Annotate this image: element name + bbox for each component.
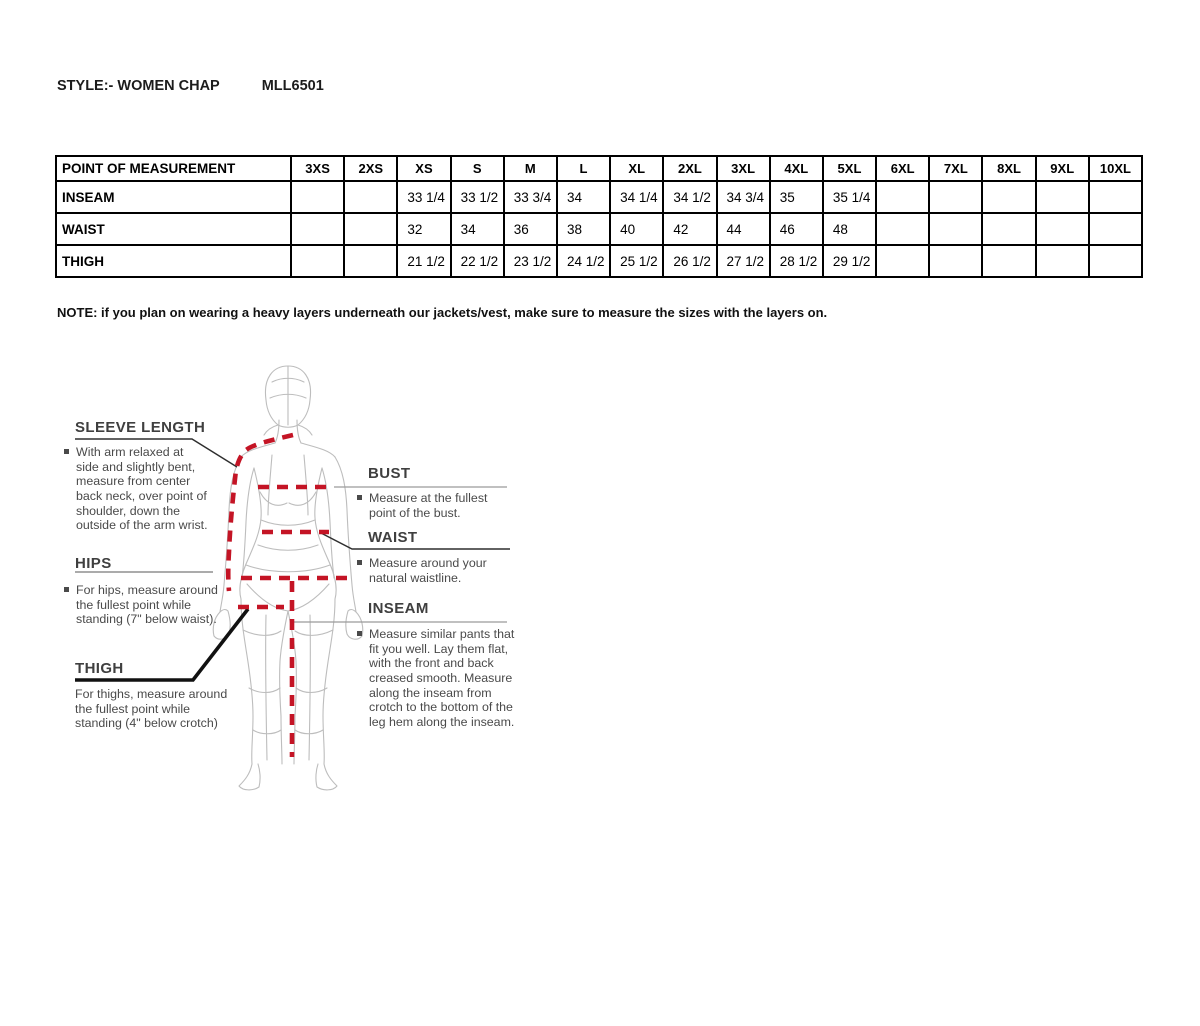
- size-value-cell: [1036, 181, 1089, 213]
- size-value-cell: [929, 181, 982, 213]
- size-value-cell: 24 1/2: [557, 245, 610, 277]
- size-value-cell: [344, 181, 397, 213]
- table-row: [56, 181, 1142, 213]
- size-value-cell: 42: [663, 213, 716, 245]
- column-header-point-of-measurement: POINT OF MEASUREMENT: [56, 156, 291, 181]
- size-value-cell: 48: [823, 213, 876, 245]
- guide-text-hips: For hips, measure around the fullest point while standing (7" below waist).: [76, 583, 224, 627]
- size-value-cell: 33 1/2: [451, 181, 504, 213]
- size-value-cell: 40: [610, 213, 663, 245]
- size-value-cell: 33 1/4: [397, 181, 450, 213]
- bullet-icon: [357, 495, 362, 500]
- column-header-size: 9XL: [1036, 156, 1089, 181]
- size-value-cell: 32: [397, 213, 450, 245]
- size-value-cell: 46: [770, 213, 823, 245]
- size-value-cell: [876, 181, 929, 213]
- size-value-cell: [291, 181, 344, 213]
- size-value-cell: [982, 245, 1035, 277]
- bullet-icon: [64, 587, 69, 592]
- guide-text-inseam: Measure similar pants that fit you well. Lay them flat, with the front and back creased smooth. Measure along the inseam from crotch to the bottom of the leg hem along the inseam.: [369, 627, 527, 729]
- size-value-cell: 21 1/2: [397, 245, 450, 277]
- size-value-cell: [1036, 245, 1089, 277]
- size-value-cell: [929, 245, 982, 277]
- size-value-cell: [344, 213, 397, 245]
- column-header-size: 6XL: [876, 156, 929, 181]
- column-header-size: 2XL: [663, 156, 716, 181]
- table-header-row: [56, 156, 1142, 181]
- note-text: NOTE: if you plan on wearing a heavy layers underneath our jackets/vest, make sure to measure the sizes with the layers on.: [57, 305, 828, 320]
- guide-heading-sleeve-length: SLEEVE LENGTH: [75, 419, 206, 436]
- size-value-cell: 27 1/2: [717, 245, 770, 277]
- column-header-size: 7XL: [929, 156, 982, 181]
- table-row: [56, 213, 1142, 245]
- size-value-cell: 34: [557, 181, 610, 213]
- size-chart-table: [55, 155, 1143, 278]
- column-header-size: 2XS: [344, 156, 397, 181]
- column-header-size: M: [504, 156, 557, 181]
- bullet-icon: [357, 560, 362, 565]
- column-header-size: 3XS: [291, 156, 344, 181]
- size-value-cell: [1089, 181, 1142, 213]
- size-value-cell: 34: [451, 213, 504, 245]
- size-value-cell: [1036, 213, 1089, 245]
- size-value-cell: [344, 245, 397, 277]
- style-label: STYLE:- WOMEN CHAP: [57, 77, 220, 94]
- guide-heading-waist: WAIST: [368, 529, 418, 546]
- size-value-cell: [876, 245, 929, 277]
- guide-text-sleeve-length: With arm relaxed at side and slightly bent, measure from center back neck, over point of shoulder, down the outside of the arm wrist.: [76, 445, 208, 533]
- size-value-cell: 26 1/2: [663, 245, 716, 277]
- size-value-cell: 29 1/2: [823, 245, 876, 277]
- column-header-size: L: [557, 156, 610, 181]
- table-row: [56, 245, 1142, 277]
- size-value-cell: 38: [557, 213, 610, 245]
- size-value-cell: 33 3/4: [504, 181, 557, 213]
- style-code: MLL6501: [261, 77, 324, 94]
- bullet-icon: [64, 449, 69, 454]
- size-value-cell: 25 1/2: [610, 245, 663, 277]
- bullet-icon: [357, 631, 362, 636]
- guide-heading-thigh: THIGH: [75, 660, 124, 677]
- guide-text-thigh: For thighs, measure around the fullest point while standing (4" below crotch): [75, 687, 228, 731]
- guide-heading-inseam: INSEAM: [368, 600, 429, 617]
- column-header-size: XL: [610, 156, 663, 181]
- column-header-size: 3XL: [717, 156, 770, 181]
- column-header-size: 8XL: [982, 156, 1035, 181]
- row-label: THIGH: [56, 245, 291, 277]
- size-value-cell: [929, 213, 982, 245]
- size-value-cell: [1089, 245, 1142, 277]
- size-value-cell: 36: [504, 213, 557, 245]
- size-value-cell: 23 1/2: [504, 245, 557, 277]
- guide-heading-bust: BUST: [368, 465, 411, 482]
- size-value-cell: [982, 213, 1035, 245]
- size-value-cell: 35: [770, 181, 823, 213]
- size-value-cell: 28 1/2: [770, 245, 823, 277]
- size-value-cell: [982, 181, 1035, 213]
- size-value-cell: [291, 213, 344, 245]
- size-value-cell: [291, 245, 344, 277]
- column-header-size: 4XL: [770, 156, 823, 181]
- size-value-cell: 35 1/4: [823, 181, 876, 213]
- size-value-cell: [876, 213, 929, 245]
- size-value-cell: 22 1/2: [451, 245, 504, 277]
- measurement-dashed-lines: [228, 435, 352, 757]
- size-value-cell: 34 3/4: [717, 181, 770, 213]
- guide-text-bust: Measure at the fullest point of the bust.: [369, 491, 507, 520]
- column-header-size: XS: [397, 156, 450, 181]
- guide-heading-hips: HIPS: [75, 555, 112, 572]
- row-label: WAIST: [56, 213, 291, 245]
- size-value-cell: 34 1/4: [610, 181, 663, 213]
- column-header-size: 10XL: [1089, 156, 1142, 181]
- size-value-cell: [1089, 213, 1142, 245]
- guide-text-waist: Measure around your natural waistline.: [369, 556, 511, 585]
- column-header-size: S: [451, 156, 504, 181]
- row-label: INSEAM: [56, 181, 291, 213]
- column-header-size: 5XL: [823, 156, 876, 181]
- page-title: [57, 78, 324, 94]
- size-value-cell: 44: [717, 213, 770, 245]
- size-value-cell: 34 1/2: [663, 181, 716, 213]
